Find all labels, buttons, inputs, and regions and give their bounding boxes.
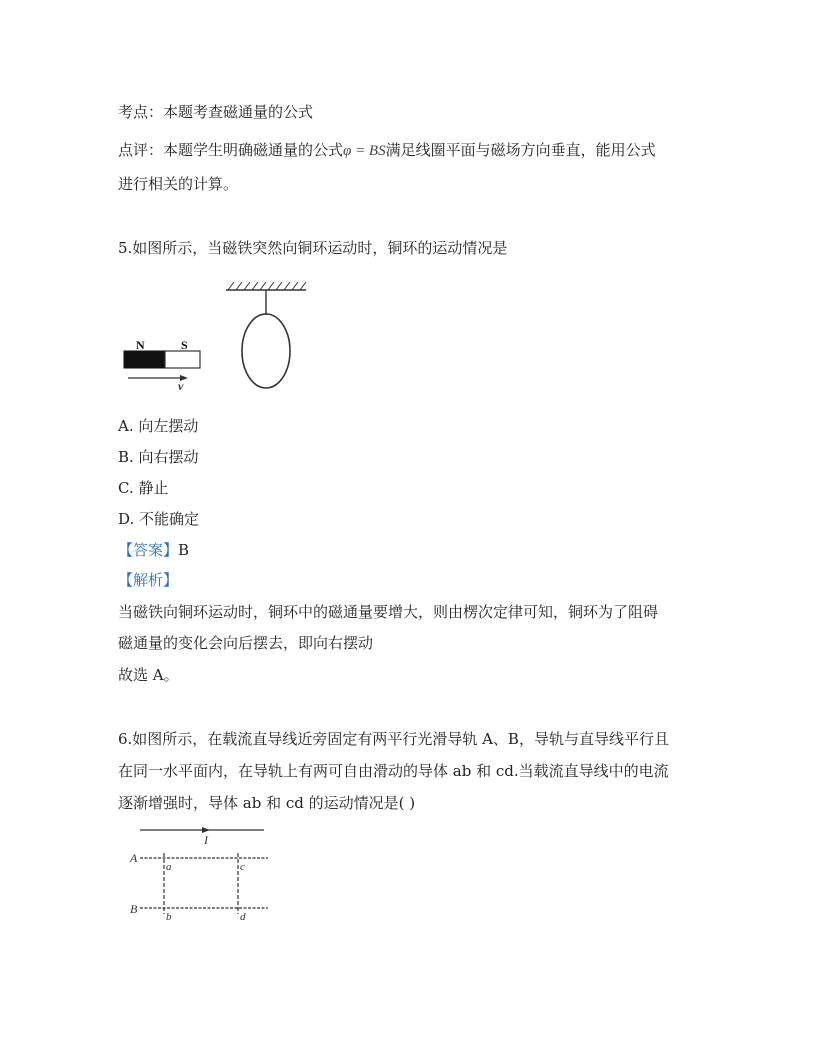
- answer-value: B: [178, 541, 190, 559]
- current-label: I: [204, 833, 208, 847]
- answer-tag: 【答案】: [118, 541, 179, 559]
- magnet-s-pole: [165, 351, 200, 368]
- q5-figure: [118, 278, 318, 398]
- q6-stem-line-3: 逐渐增强时，导体 ab 和 cd 的运动情况是( ): [118, 794, 416, 812]
- copper-ring: [242, 314, 290, 388]
- dianping-line-2: 进行相关的计算。: [118, 175, 239, 193]
- ceiling-hatch: [228, 282, 306, 290]
- q6-figure: [118, 822, 278, 932]
- label-c: c: [240, 861, 245, 873]
- dianping-suffix: 满足线圈平面与磁场方向垂直，能用公式: [385, 141, 656, 159]
- velocity-label: v: [178, 379, 184, 393]
- label-d: d: [240, 911, 246, 923]
- analysis-line-1: 当磁铁向铜环运动时，铜环中的磁通量要增大，则由楞次定律可知，铜环为了阻碍: [118, 603, 659, 621]
- analysis-tag: 【解析】: [118, 571, 179, 589]
- flux-formula: φ = BS: [343, 143, 386, 159]
- rail-b-label: B: [130, 902, 138, 916]
- q5-stem: 5.如图所示，当磁铁突然向铜环运动时，铜环的运动情况是: [118, 239, 508, 257]
- q5-option-b: B. 向右摆动: [118, 448, 199, 466]
- magnet-n-pole: [124, 351, 165, 368]
- rail-a-label: A: [130, 851, 138, 865]
- n-pole-label: N: [136, 338, 145, 352]
- s-pole-label: S: [181, 338, 188, 352]
- kaodian-text: 考点：本题考查磁通量的公式: [118, 103, 314, 121]
- analysis-line-3: 故选 A。: [118, 666, 179, 684]
- q5-option-c: C. 静止: [118, 479, 169, 497]
- analysis-line-2: 磁通量的变化会向后摆去，即向右摆动: [118, 634, 374, 652]
- q5-option-d: D. 不能确定: [118, 510, 200, 528]
- q5-option-a: A. 向左摆动: [118, 417, 199, 435]
- q6-stem-line-2: 在同一水平面内，在导轨上有两可自由滑动的导体 ab 和 cd.当载流直导线中的电流: [118, 762, 669, 780]
- label-a: a: [166, 861, 172, 873]
- q6-stem-line-1: 6.如图所示，在载流直导线近旁固定有两平行光滑导轨 A、B，导轨与直导线平行且: [118, 730, 669, 748]
- label-b: b: [166, 911, 172, 923]
- q5-answer-line: [118, 540, 189, 560]
- dianping-prefix: 点评：本题学生明确磁通量的公式: [118, 141, 344, 159]
- dianping-line-1: [118, 140, 656, 161]
